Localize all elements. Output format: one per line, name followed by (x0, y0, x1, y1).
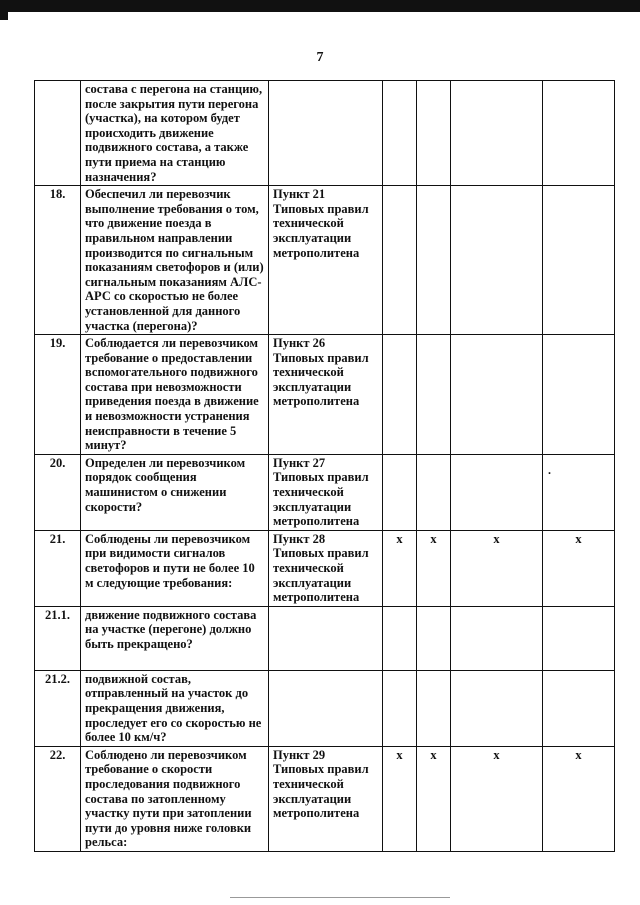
answer-no-cell (417, 454, 451, 530)
row-number: 19. (35, 335, 81, 455)
table-row (35, 454, 615, 530)
answer-no-cell (417, 335, 451, 455)
table-row (35, 670, 615, 746)
stray-mark: . (548, 463, 551, 477)
answer-note-cell (543, 186, 615, 335)
table-row (35, 335, 615, 455)
reference-text: Пункт 29 Типовых правил технической эксплуатации метрополитена (269, 746, 383, 851)
answer-na-cell (451, 186, 543, 335)
row-number: 18. (35, 186, 81, 335)
reference-text: Пункт 28 Типовых правил технической эксплуатации метрополитена (269, 530, 383, 606)
checklist-table (34, 80, 615, 852)
answer-yes-cell: x (383, 530, 417, 606)
answer-na-cell (451, 670, 543, 746)
row-number: 20. (35, 454, 81, 530)
answer-note-cell: x (543, 530, 615, 606)
answer-no-cell (417, 606, 451, 670)
reference-text: Пункт 26 Типовых правил технической эксплуатации метрополитена (269, 335, 383, 455)
row-number (35, 81, 81, 186)
answer-na-cell: x (451, 530, 543, 606)
answer-note-cell (543, 606, 615, 670)
question-text: Обеспечил ли перевозчик выполнение требования о том, что движение поезда в правильном направлении производится по сигнальным показаниям светофоров и (или) сигнальным показаниям АЛС-АРС со скоростью не более установленной для данного участка (перегона)? (81, 186, 269, 335)
reference-text: Пункт 27 Типовых правил технической эксплуатации метрополитена (269, 454, 383, 530)
table-row (35, 530, 615, 606)
scan-top-border (0, 0, 640, 12)
answer-yes-cell (383, 81, 417, 186)
answer-no-cell (417, 670, 451, 746)
answer-yes-cell (383, 454, 417, 530)
reference-text: Пункт 21 Типовых правил технической эксплуатации метрополитена (269, 186, 383, 335)
answer-yes-cell (383, 670, 417, 746)
page-number: 7 (316, 50, 324, 65)
answer-na-cell (451, 454, 543, 530)
reference-text (269, 670, 383, 746)
question-text: подвижной состав, отправленный на участок до прекращения движения, проследует его со скоростью не более 10 км/ч? (81, 670, 269, 746)
question-text: состава с перегона на станцию, после закрытия пути перегона (участка), на котором будет происходить движение подвижного состава, а также пути приема на станцию назначения? (81, 81, 269, 186)
answer-yes-cell (383, 186, 417, 335)
reference-text (269, 81, 383, 186)
answer-note-cell: x (543, 746, 615, 851)
answer-note-cell (543, 335, 615, 455)
answer-note-cell (543, 454, 615, 530)
question-text: Определен ли перевозчиком порядок сообщения машинистом о снижении скорости? (81, 454, 269, 530)
table-row (35, 746, 615, 851)
row-number: 21.2. (35, 670, 81, 746)
answer-no-cell: x (417, 746, 451, 851)
answer-na-cell: x (451, 746, 543, 851)
answer-yes-cell (383, 335, 417, 455)
reference-text (269, 606, 383, 670)
answer-no-cell (417, 186, 451, 335)
question-text: Соблюдены ли перевозчиком при видимости сигналов светофоров и пути не более 10 м следующие требования: (81, 530, 269, 606)
row-number: 22. (35, 746, 81, 851)
row-number: 21.1. (35, 606, 81, 670)
scan-bottom-line (230, 897, 450, 898)
answer-no-cell (417, 81, 451, 186)
answer-yes-cell (383, 606, 417, 670)
question-text: Соблюдено ли перевозчиком требование о скорости проследования подвижного состава по затопленному участку пути при затоплении пути до уровня ниже головки рельса: (81, 746, 269, 851)
answer-na-cell (451, 335, 543, 455)
answer-na-cell (451, 81, 543, 186)
table-row (35, 186, 615, 335)
row-number: 21. (35, 530, 81, 606)
question-text: Соблюдается ли перевозчиком требование о предоставлении вспомогательного подвижного состава при невозможности приведения поезда в движение и невозможности устранения неисправности в течение 5 минут? (81, 335, 269, 455)
answer-no-cell: x (417, 530, 451, 606)
answer-yes-cell: x (383, 746, 417, 851)
answer-note-cell (543, 670, 615, 746)
table-row (35, 81, 615, 186)
answer-note-cell (543, 81, 615, 186)
table-row (35, 606, 615, 670)
question-text: движение подвижного состава на участке (перегоне) должно быть прекращено? (81, 606, 269, 670)
scan-top-notch (0, 12, 8, 20)
answer-na-cell (451, 606, 543, 670)
